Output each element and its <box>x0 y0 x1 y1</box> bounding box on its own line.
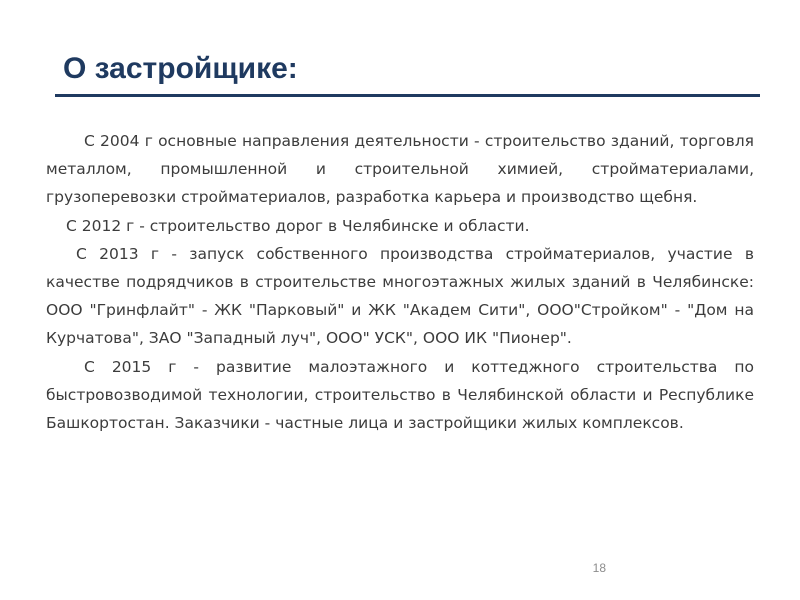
slide-title: О застройщике: <box>63 52 298 85</box>
page-number: 18 <box>592 561 606 575</box>
paragraph-2013: С 2013 г - запуск собственного производства стройматериалов, участие в качестве подрядчиков в строительстве многоэтажных жилых зданий в Челябинске: ООО "Гринфлайт" - ЖК "Парковый" и ЖК "Академ Сити", ООО"Стройком" - "Дом на Курчатова", ЗАО "Западный луч", ООО" УСК", ООО ИК "Пионер". <box>46 244 754 348</box>
paragraph-2015: С 2015 г - развитие малоэтажного и коттеджного строительства по быстровозводимой технологии, строительство в Челябинской области и Республике Башкортостан. Заказчики - частные лица и застройщики жилых комплексов. <box>46 357 754 433</box>
title-underline <box>55 94 760 97</box>
paragraph-2012: С 2012 г - строительство дорог в Челябинске и области. <box>66 216 530 235</box>
paragraph-2004: С 2004 г основные направления деятельности - строительство зданий, торговля металлом, промышленной и строительной химией, стройматериалами, грузоперевозки стройматериалов, разработка карьера и производство щебня. <box>46 132 754 207</box>
slide-body <box>46 127 754 437</box>
